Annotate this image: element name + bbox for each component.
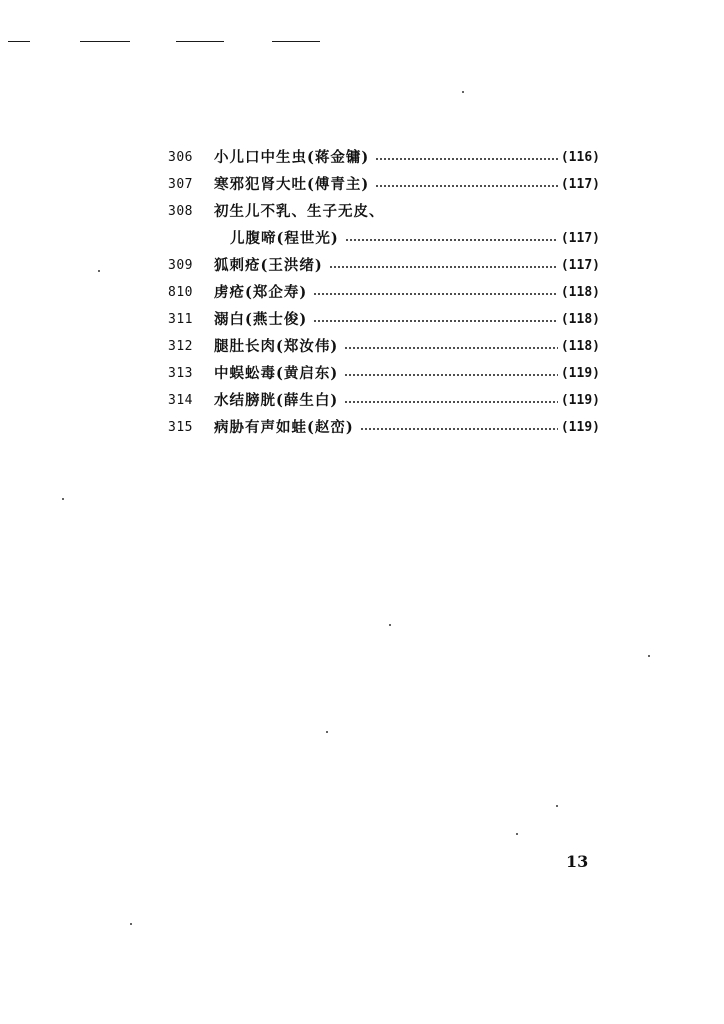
entry-page: (116) bbox=[560, 150, 600, 165]
dot-leader bbox=[345, 239, 558, 241]
scan-speck bbox=[62, 498, 64, 500]
scan-speck bbox=[98, 270, 100, 272]
entry-title: 小儿口中生虫(蒋金镛) bbox=[214, 149, 370, 166]
toc-entry-314 bbox=[168, 387, 600, 414]
toc-entry-313 bbox=[168, 360, 600, 387]
page-number: 13 bbox=[566, 852, 589, 871]
entry-number: 309 bbox=[168, 258, 193, 273]
entry-page: (117) bbox=[560, 258, 600, 273]
entry-number: 315 bbox=[168, 420, 193, 435]
dot-leader bbox=[329, 266, 558, 268]
entry-title: 溺白(燕士俊) bbox=[214, 311, 308, 328]
scan-speck bbox=[326, 731, 328, 733]
entry-number: 313 bbox=[168, 366, 193, 381]
toc-entry-308 bbox=[168, 198, 600, 225]
dot-leader bbox=[375, 185, 558, 187]
entry-page: (118) bbox=[560, 285, 600, 300]
entry-page: (119) bbox=[560, 420, 600, 435]
toc-entry-308-continued bbox=[168, 225, 600, 252]
entry-number: 312 bbox=[168, 339, 193, 354]
entry-number: 308 bbox=[168, 204, 193, 219]
dot-leader bbox=[313, 320, 558, 322]
toc-entry-315 bbox=[168, 414, 600, 441]
entry-number: 306 bbox=[168, 150, 193, 165]
dot-leader bbox=[313, 293, 558, 295]
header-rule bbox=[176, 41, 224, 42]
entry-title: 寒邪犯肾大吐(傅青主) bbox=[214, 176, 370, 193]
entry-page: (117) bbox=[560, 177, 600, 192]
scan-speck bbox=[516, 833, 518, 835]
table-of-contents bbox=[168, 144, 600, 441]
scan-speck bbox=[130, 923, 132, 925]
scan-speck bbox=[389, 624, 391, 626]
entry-number: 810 bbox=[168, 285, 193, 300]
toc-entry-310 bbox=[168, 279, 600, 306]
header-rule bbox=[80, 41, 130, 42]
toc-entry-312 bbox=[168, 333, 600, 360]
entry-title: 水结膀胱(薛生白) bbox=[214, 392, 339, 409]
entry-title: 儿腹啼(程世光) bbox=[230, 230, 339, 247]
entry-title: 病胁有声如蛙(赵峦) bbox=[214, 419, 354, 436]
dot-leader bbox=[360, 428, 558, 430]
entry-page: (119) bbox=[560, 393, 600, 408]
dot-leader bbox=[344, 347, 558, 349]
entry-title: 初生儿不乳、生子无皮、 bbox=[214, 203, 385, 220]
entry-page: (117) bbox=[560, 231, 600, 246]
entry-title: 中蜈蚣毒(黄启东) bbox=[214, 365, 339, 382]
entry-number: 307 bbox=[168, 177, 193, 192]
toc-entry-307 bbox=[168, 171, 600, 198]
scan-speck bbox=[556, 805, 558, 807]
header-rule bbox=[272, 41, 320, 42]
entry-page: (118) bbox=[560, 312, 600, 327]
toc-entry-306 bbox=[168, 144, 600, 171]
toc-entry-311 bbox=[168, 306, 600, 333]
scan-speck bbox=[648, 655, 650, 657]
entry-page: (118) bbox=[560, 339, 600, 354]
entry-page: (119) bbox=[560, 366, 600, 381]
entry-number: 314 bbox=[168, 393, 193, 408]
entry-number: 311 bbox=[168, 312, 193, 327]
header-rule bbox=[8, 41, 30, 42]
entry-title: 虏疮(郑企寿) bbox=[214, 284, 308, 301]
scan-speck bbox=[462, 91, 464, 93]
toc-entry-309 bbox=[168, 252, 600, 279]
entry-title: 腿肚长肉(郑汝伟) bbox=[214, 338, 339, 355]
dot-leader bbox=[344, 401, 558, 403]
dot-leader bbox=[375, 158, 558, 160]
entry-title: 狐刺疮(王洪绪) bbox=[214, 257, 323, 274]
dot-leader bbox=[344, 374, 558, 376]
